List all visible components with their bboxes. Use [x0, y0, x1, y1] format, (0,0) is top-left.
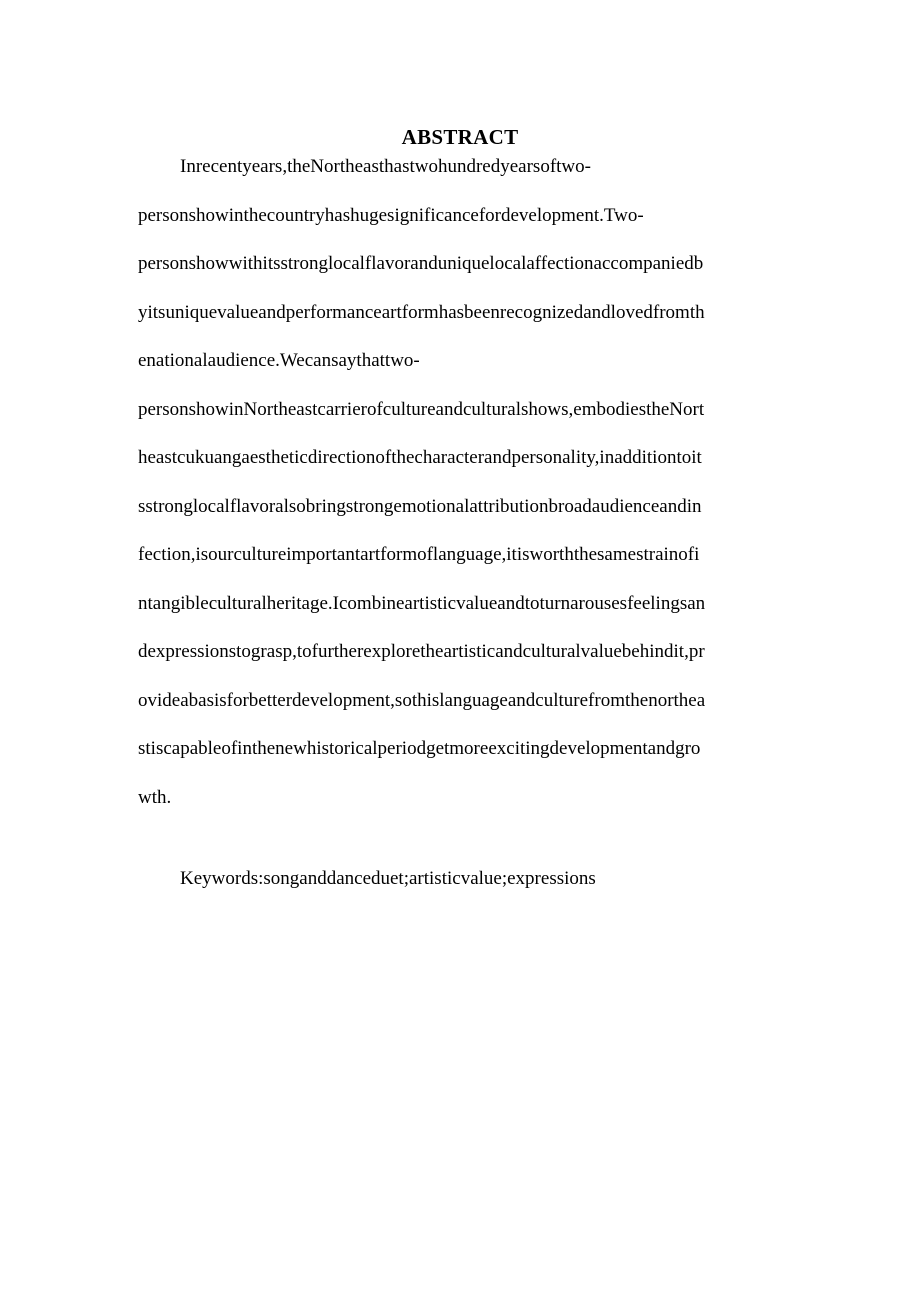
abstract-line-12: ovideabasisforbetterdevelopment,sothislanguageandculturefromthenorthea	[138, 689, 706, 711]
abstract-line-3: personshowwithitsstronglocalflavoranduniquelocalaffectionaccompaniedb	[138, 253, 704, 274]
abstract-line-11: dexpressionstograsp,tofurtherexploretheartisticandculturalvaluebehindit,pr	[138, 641, 705, 662]
abstract-body	[138, 143, 788, 822]
abstract-line-4: yitsuniquevalueandperformanceartformhasbeenrecognizedandlovedfromth	[138, 301, 705, 323]
abstract-line-13: stiscapableofinthenewhistoricalperiodgetmoreexcitingdevelopmentandgro	[138, 738, 701, 759]
abstract-title: ABSTRACT	[401, 125, 519, 149]
abstract-line-9: fection,isourcultureimportantartformoflanguage,itisworththesamestrainofi	[138, 544, 700, 565]
abstract-line-14: wth.	[138, 786, 172, 808]
abstract-line-7: heastcukuangaestheticdirectionofthecharacterandpersonality,inadditiontoit	[138, 447, 702, 468]
abstract-line-10: ntangibleculturalheritage.Icombineartisticvalueandtoturnarousesfeelingsan	[138, 592, 706, 614]
abstract-line-5: enationalaudience.Wecansaythattwo-	[138, 350, 420, 371]
abstract-line-6: personshowinNortheastcarrierofcultureandculturalshows,embodiestheNort	[138, 398, 705, 420]
abstract-line-1: Inrecentyears,theNortheasthastwohundredyearsoftwo-	[180, 156, 591, 177]
abstract-line-8: sstronglocalflavoralsobringstrongemotionalattributionbroadaudienceandin	[138, 495, 702, 517]
abstract-line-2: personshowinthecountryhashugesignificancefordevelopment.Two-	[138, 204, 644, 226]
keywords-line: Keywords:songanddanceduet;artisticvalue;expressions	[180, 868, 596, 889]
